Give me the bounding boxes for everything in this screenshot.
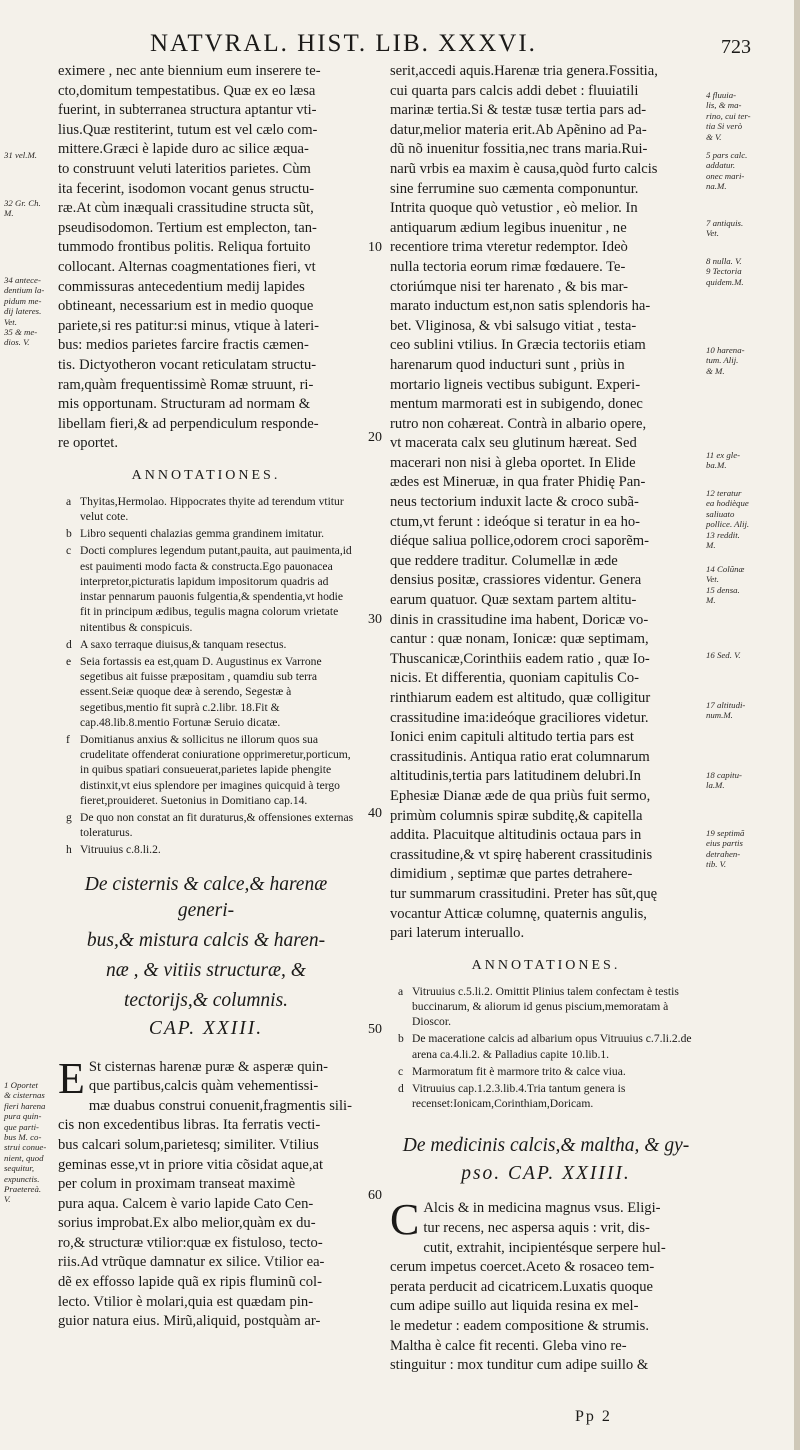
annotation-key: b [398,1032,404,1046]
right-margin-note-10: 10 harena- tum. Alij. & M. [706,345,745,376]
chapter-24-cap: pso. CAP. XXIIII. [461,1163,631,1185]
right-margin-note-5: 5 pars calc. addatur. onec mari- na.M. [706,150,748,192]
right-annotations-heading: ANNOTATIONES. [471,957,621,973]
text-line: que reddere traditur. Columellæ in æde [390,552,618,569]
annotation-entry [58,637,354,652]
right-margin-note-8: 8 nulla. V. 9 Tectoria quidem.M. [706,256,744,287]
text-line: narũ vrbis ea maxim è causa,quòd furto calcis [390,160,658,177]
chapter-title-line: næ , & vitiis structuræ, & [106,959,306,981]
text-line: dẽ ex effosso lapide quã ex ripis fluminũ col- [58,1274,322,1291]
right-margin-note-18: 18 capitu- la.M. [706,770,742,791]
right-annotations [390,984,702,1112]
annotation-text: De quo non constat an fit duraturus,& offensiones externas toleraturus. [80,810,354,840]
text-line: mittere.Græci è lapide duro ac silice æqua- [58,141,309,158]
text-line: macerari non nisi à gleba oportet. In Elide [390,454,636,471]
annotation-entry [390,1081,702,1111]
right-margin-note-4: 4 fluuia- lis, & ma- rino, cui ter- tia Si verò & V. [706,90,751,142]
text-line: riis.Ad vtrũque damnatur ex silice. Vtilior ea- [58,1254,325,1271]
left-margin-note-32: 32 Gr. Ch. M. [4,198,41,219]
text-line: ctoriúmque nisi ter harenato , & bis mar- [390,278,629,295]
left-annotations-heading: ANNOTATIONES. [131,467,281,483]
text-line: geminas esse,vt in priore vitia cõsidat aque,at [58,1156,324,1173]
text-line: primùm columnis spiræ subditę,& capitella [390,807,643,824]
line-number-20: 20 [368,430,382,445]
left-margin-note-34: 34 antece- dentium la- pidum me- dij lateres. Vet. 35 & me- dios. V. [4,275,45,348]
text-line: cto,domitum tempestatibus. Quæ ex eo læsa [58,82,316,99]
text-line: Maltha è calce fit recenti. Gleba vino re- [390,1337,627,1354]
text-line: sine ferrumine suo cæmenta componuntur. [390,180,639,197]
text-line: pari laterum interuallo. [390,925,525,942]
text-line: le medetur : eadem compositione & strumis. [390,1317,649,1334]
annotation-entry [58,810,354,840]
text-line: cantur : quæ nonam, Ionicæ: quæ septimam, [390,631,649,648]
text-line: tis. Dictyotheron vocant reticulatam structu- [58,356,317,373]
text-line: libellam fieri,& ad perpendiculum responde- [58,415,319,432]
text-line: lius.Quæ restiterint, tutum est vel cælo com- [58,121,318,138]
annotation-entry [390,1031,702,1061]
chapter-23-text [58,1053,354,1332]
left-margin-note-chapter: 1 Oportet & cisternas fieri harena pura quin- que parti- bus M. co- strui conue- nient, quod sequitur, expunctis. Praetereà. V. [4,1080,47,1205]
running-header: NATVRAL. HIST. LIB. XXXVI. [150,30,537,57]
right-body-text [390,62,702,944]
left-annotations [58,494,354,858]
right-margin-note-7: 7 antiquis. Vet. [706,218,744,239]
line-number-50: 50 [368,1022,382,1037]
dropcap-e: E [58,1053,85,1103]
dropcap-c: C [390,1195,420,1245]
text-line: crassitudine,& vt spirę haberent crassitudinis [390,846,653,863]
text-line: bus calcari solum,parietesq; similiter. Vtilius [58,1136,319,1153]
signature-mark: Pp 2 [575,1408,612,1425]
text-line: que partibus,calcis quàm vehementissi- [88,1078,319,1095]
text-line: vocantur Atticæ columnę, quaternis angulis, [390,905,647,922]
right-margin-note-16: 16 Sed. V. [706,650,741,660]
text-line: addita. Placuitque altitudinis octaua pars in [390,827,642,844]
right-margin-note-17: 17 altitudi- num.M. [706,700,746,721]
text-line: ceo sublini vtilius. In Græcia tectoriis etiam [390,337,646,354]
annotation-entry [58,543,354,634]
text-line: vt macerata calx seu glutinum hæreat. Sed [390,435,637,452]
annotation-key: d [66,637,72,651]
text-line: perata perducit ad cicatricem.Luxatis quoque [390,1278,653,1295]
annotation-text: Vitruuius c.8.li.2. [80,843,161,857]
text-line: densius positæ, crassiores videntur. Genera [390,572,642,589]
text-line: cis non excedentibus libras. Ita ferratis vecti- [58,1117,321,1134]
text-line: mis opportunam. Structuram ad normam & [58,396,311,413]
text-line: cui quarta pars calcis addi debet : fluuiatili [390,82,639,99]
annotation-key: b [66,527,72,541]
text-line: earum quatuor. Quæ sextam partem altitu- [390,592,637,609]
annotation-text: De maceratione calcis ad albarium opus Vitruuius c.7.li.2.de arena ca.4.li.2. & Palladius capite 10.lib.1. [412,1032,692,1061]
annotation-text: Thyitas,Hermolao. Hippocrates thyite ad terendum vtitur velut cote. [80,494,344,524]
text-line: datur,melior materia erit.Ab Apẽnino ad Pa- [390,121,647,138]
text-line: collocant. Alternas coagmentationes fieri, vt [58,258,316,275]
text-line: recentiore trima vteretur redemptor. Ideò [390,239,628,256]
annotation-key: a [66,494,72,508]
annotation-key: c [66,544,72,558]
annotation-key: c [398,1064,404,1078]
chapter-title-line: tectorijs,& columnis. [123,989,289,1011]
chapter-23-title [58,872,354,1014]
text-line: mentum marmorati est in subigendo, donec [390,396,643,413]
text-line: stinguitur : mox tunditur cum adipe suillo & [390,1357,649,1374]
text-line: dũ nõ inuenitur fossitia,nec trans maria.Rui- [390,141,648,158]
text-line: rinthiarum eadem est altitudo, quæ colligitur [390,690,651,706]
text-line: Alcis & in medicina magnus vsus. Eligi- [423,1200,661,1217]
annotation-key: g [66,810,72,824]
text-line: altitudinis,tertia pars latitudinem delubri.In [390,768,641,785]
text-line: harenarum quod inducturi sunt , priùs in [390,356,625,373]
text-line: tur summarum crassitudini. Preter has sũt,quę [390,885,658,902]
line-number-10: 10 [368,240,382,255]
right-margin-note-12: 12 teratur ea hodièque saliuato pollice. Alij. 13 reddit. M. [706,488,750,551]
left-margin-note-31: 31 vel.M. [4,150,37,160]
annotation-entry [390,1064,702,1079]
text-line: nulla tectoria eorum rimæ fœdauere. Te- [390,258,626,275]
text-line: Ionici enim capituli altitudo tertia pars est [390,729,634,746]
text-line: crassitudine ima:ideóque graciliores videtur. [390,709,649,726]
text-line: lecto. Vtilior è molari,quia est quædam pin- [58,1293,314,1310]
text-line: ctum,vt ferunt : ideóque si teratur in ea ho- [390,513,641,530]
text-line: tummodo frontibus politis. Reliqua fortuito [58,239,311,256]
text-line: mortario ligneis vectibus subigunt. Experi- [390,376,641,393]
chapter-23-cap: CAP. XXIII. [148,1017,264,1039]
text-line: dinis in crassitudine ima habent, Doricæ vo- [390,611,649,628]
right-margin-note-14: 14 Colũnæ Vet. 15 densa. M. [706,564,745,606]
line-number-30: 30 [368,612,382,627]
annotation-text: Seia fortassis ea est,quam D. Augustinus ex Varrone segetibus ait fuisse præpositam , quamdiu sub terra essent.Seiæ quoque deæ à serendo, Segestæ à segetibus,mentio fit suprà c.2.libr. 18.Fit & cap.48.lib.8.mentio Fortunæ Seruio dicatæ. [80,654,322,729]
chapter-23-body [58,1053,354,1332]
text-line: pseudisodomon. Tertium est emplecton, tan- [58,219,317,236]
right-margin-note-19: 19 septimã eius partis detrahen- tib. V. [706,828,745,870]
text-line: to construunt veluti lateritios parietes. Cùm [58,160,311,177]
annotation-entry [58,732,354,808]
text-line: bet. Vliginosa, & vbi salsugo vitiat , testa- [390,317,637,334]
line-number-60: 60 [368,1188,382,1203]
text-line: cum adipe suillo aut liquida resina ex mel- [390,1298,639,1315]
annotation-entry [390,984,702,1030]
annotation-entry [58,842,354,857]
annotation-text: Libro sequenti chalazias gemma grandinem imitatur. [80,527,325,541]
text-line: rutro non cohæreat. Contrà in albario opere, [390,415,647,432]
text-line: re oportet. [58,435,118,452]
text-line: antiquarum ædium legibus inuenitur , ne [390,219,627,236]
text-line: guior natura eius. Mirũ,aliquid, postquàm ar- [58,1313,321,1330]
text-line: St cisternas harenæ puræ & asperæ quin- [88,1058,329,1075]
chapter-24-body [390,1195,702,1375]
annotation-key: a [398,984,404,998]
chapter-24-title: De medicinis calcis,& maltha, & gy- [402,1135,690,1157]
annotation-text: Vitruuius c.5.li.2. Omittit Plinius talem confectam è testis buccinarum, & aliorum id genus piscium,memoratam à Dioscor. [412,984,679,1029]
text-line: tur recens, nec aspersa aquis : vrit, dis- [423,1219,650,1236]
chapter-title-line: bus,& mistura calcis & haren- [86,929,326,951]
annotation-text: Domitianus anxius & sollicitus ne illorum quos sua crudelitate offenderat coniuratione opprimeretur,porticum, in quibus spatiari consueuerat,parietes lapide phengite distinxit,vt eius splendore per imagines quicquid à tergo fieret,prouideret. Suetonius in Domitiano cap.14. [80,732,351,807]
text-line: crassitudinis. Antiqua ratio erat columnarum [390,748,650,765]
text-line: marinæ tertia.Si & testæ tusæ tertia pars ad- [390,102,647,119]
text-line: serit,accedi aquis.Harenæ tria genera.Fossitia, [390,63,658,79]
text-line: sorius improbat.Ex albo melior,quàm ex du- [58,1215,316,1232]
annotation-text: Marmoratum fit è marmore trito & calce viua. [412,1064,626,1078]
text-line: mæ duabus construi conuenit,fragmentis sili- [88,1097,352,1114]
annotation-key: d [398,1081,404,1095]
text-line: cutit, extrahit, incipientésque serpere hul- [423,1239,666,1256]
text-line: Intrita quoque quò vetustior , eò melior. In [390,200,638,217]
annotation-text: Docti complures legendum putant,pauita, aut pauimenta,id est pauimenti modo facta & constructa.Ego pauonacea interpretor,picturatis lapidum impositorum quadris ad instar pennarum pauonis fulgentia,& spendentia,vt hodie fit in principum ædibus, tegulis magna colorum vrietate nitentibus & conspicuis. [80,544,352,634]
text-line: commissuras antecedentium medij lapides [58,278,305,295]
text-line: pura aqua. Calcem è vario lapide Cato Cen- [58,1195,314,1212]
text-line: dimidium , septimæ que partes detrahere- [390,866,633,883]
text-line: cerum impetus coercet.Aceto & rosaceo tem- [390,1259,655,1276]
text-line: obtineant, necessarium est in medio quoque [58,298,314,315]
annotation-entry [58,654,354,730]
annotation-entry [58,494,354,524]
text-line: marato inductum est,non satis splendoris ha- [390,298,651,315]
annotation-text: Vitruuius cap.1.2.3.lib.4.Tria tantum genera is recenset:Ionicam,Corinthiam,Doricam. [412,1081,626,1111]
text-line: fuerint, in subterranea structura aptantur vti- [58,102,317,119]
left-body-text [58,62,354,454]
text-line: ita fecerint, isodomon vocant genus structu- [58,180,315,197]
text-line: eximere , nec ante biennium eum inserere te- [58,63,321,79]
text-line: nicis. Et differentia, quoniam capitulis Co- [390,670,639,687]
annotation-text: A saxo terraque diuisus,& tanquam resectus. [80,637,287,651]
text-line: ram,quàm frequentissimè Romæ struunt, ri- [58,376,314,393]
annotation-entry [58,526,354,541]
left-column [58,62,354,1332]
chapter-title-line: De cisternis & calce,& harenæ generi- [84,873,328,921]
text-line: Thuscanicæ,Corinthiis eadem ratio , quæ Io- [390,650,650,667]
text-line: ræ.At cùm inæquali crassitudine structa sũt, [58,200,314,217]
text-line: neus tectorium induxit lacte & croco subã- [390,494,639,511]
annotation-key: f [66,732,70,746]
text-line: diéque saliua pollice,odorem croci saporẽm- [390,533,649,550]
annotation-key: e [66,654,72,668]
chapter-24-text [390,1195,702,1375]
text-line: pariete,si res patitur:si minus, vtique à lateri- [58,317,319,334]
page-number: 723 [721,36,751,58]
line-number-40: 40 [368,806,382,821]
page-edge-shadow [794,0,800,1450]
right-column [390,62,702,1376]
annotation-key: h [66,843,72,857]
text-line: Ephesiæ Dianæ æde de qua priùs fuit sermo, [390,787,651,804]
text-line: ædes est Mineruæ, in qua frater Phidię Pan- [390,474,646,491]
text-line: ro,& structuræ vtilior:quæ ex fistuloso, tecto- [58,1234,323,1251]
text-line: bus: medios parietes farcire fractis cæmen- [58,337,309,354]
text-line: per colum in proximam transeat maximè [58,1176,296,1193]
right-margin-note-11: 11 ex gle- ba.M. [706,450,741,471]
